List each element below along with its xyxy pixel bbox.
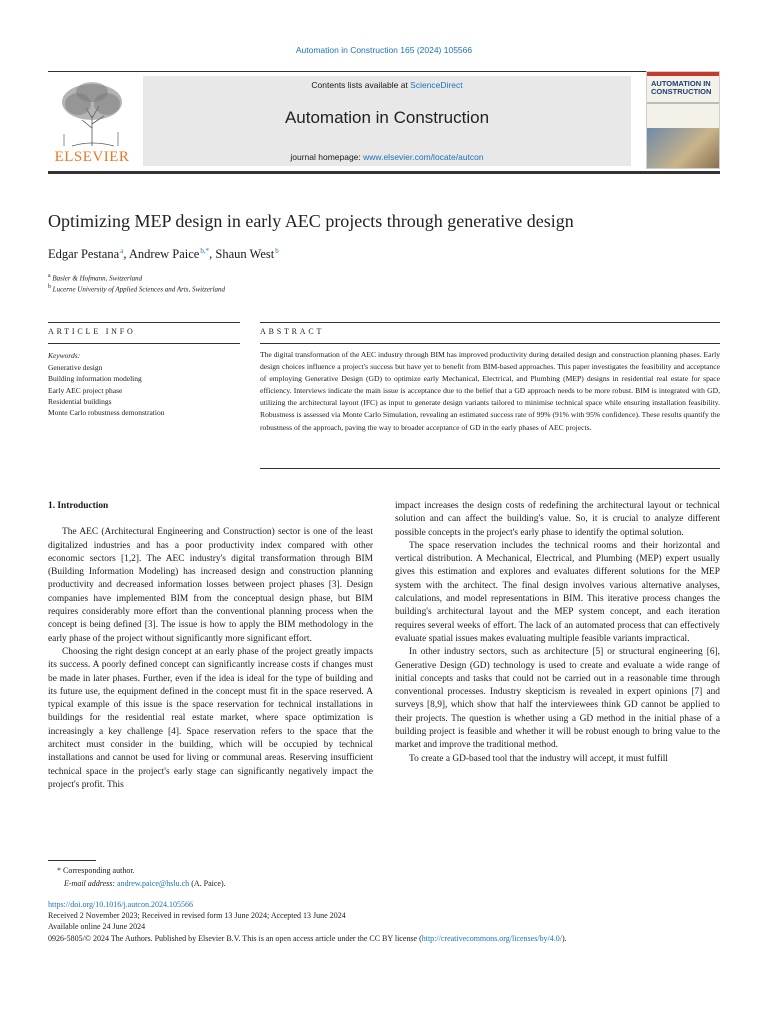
email-note — [64, 879, 226, 888]
elsevier-logo[interactable] — [48, 76, 136, 170]
keyword: Generative design — [48, 363, 103, 372]
cover-title-line2: CONSTRUCTION — [651, 87, 712, 96]
body-paragraph: To create a GD-based tool that the industry will accept, it must fulfill — [409, 753, 668, 764]
section-heading-introduction: 1. Introduction — [48, 501, 109, 511]
online-date: Available online 24 June 2024 — [48, 922, 146, 932]
affiliation-text: Basler & Hofmann, Switzerland — [52, 274, 143, 283]
affiliation — [48, 273, 142, 282]
affiliation-text: Lucerne University of Applied Sciences and Arts, Switzerland — [52, 285, 226, 294]
abstract-rule — [260, 343, 720, 344]
keywords-list — [48, 362, 164, 418]
article-info-rule — [48, 322, 240, 323]
author-name[interactable]: Andrew Paice — [128, 247, 200, 262]
abstract-text: The digital transformation of the AEC industry through BIM has improved productivity during detailed design and construction planning phases. Early design choices influence a project's success but have yet to benefit from BIM-based approaches. This paper investigates the feasibility and acceptance of employing Generative Design (GD) to optimize early Mechanical, Electrical, and Plumbing (MEP) designs in residential real estate for space efficiency. Interviews indicate the main issue is acceptance due to the belief that a GD approach needs to be more robust. BIM is integrated with GD, utilizing the architectural layout (IFC) as input to generate design variants tailored to minimise technical space while ensuring installation feasibility. Robustness is assessed via Monte Carlo Simulation, revealing an estimated success rate of 99% (91% with 95% confidence). These results quantify the robustness of the approach, paving the way to broader acceptance of GD in the early phases of AEC projects. — [260, 350, 720, 432]
license-suffix: ). — [562, 933, 567, 943]
article-info-heading: ARTICLE INFO — [48, 327, 136, 336]
keyword: Monte Carlo robustness demonstration — [48, 408, 165, 418]
email-suffix: (A. Paice). — [189, 879, 226, 888]
cover-accent-bar — [647, 72, 719, 76]
masthead-bottom-rule — [48, 171, 720, 174]
contents-prefix: Contents lists available at — [311, 80, 411, 90]
license-prefix: 0926-5805/© 2024 The Authors. Published by Elsevier B.V. This is an open access article under the CC BY license ( — [48, 933, 422, 943]
homepage-prefix: journal homepage: — [290, 152, 364, 162]
sciencedirect-link[interactable]: ScienceDirect — [410, 80, 463, 90]
doi-link[interactable]: https://doi.org/10.1016/j.autcon.2024.105566 — [48, 900, 193, 909]
body-paragraph: The AEC (Architectural Engineering and Construction) sector is one of the least digitalized industries and has a poor productivity index compared with other economic sectors [1,2]. The AEC industry's digital transformation through BIM (Building Information Modeling) has increased design and construction planning productivity and decreased information losses between project phases [3]. Design companies have implemented BIM from the conceptual design phase, but BIM requires considerably more effort than the conventional planning process when the concept is being defined [3]. The issue is how to apply the BIM methodology in the early phase of the project without significantly more significant effort. — [48, 527, 373, 644]
body-left-column — [48, 500, 373, 792]
journal-cover-thumbnail[interactable] — [646, 71, 720, 169]
body-right-column — [395, 500, 720, 766]
contents-line — [143, 80, 631, 90]
article-title: Optimizing MEP design in early AEC projects through generative design — [48, 211, 574, 231]
homepage-line — [143, 152, 631, 162]
elsevier-wordmark: ELSEVIER — [54, 149, 130, 165]
author-name[interactable]: Shaun West — [215, 247, 275, 262]
article-info-rule — [48, 343, 240, 344]
license-line — [48, 933, 567, 944]
license-link[interactable]: http://creativecommons.org/licenses/by/4.0/ — [421, 933, 563, 943]
keywords-label: Keywords: — [48, 351, 81, 360]
publication-info — [48, 899, 567, 944]
author-affiliation-marker[interactable]: b,* — [200, 247, 210, 255]
body-paragraph: In other industry sectors, such as architecture [5] or structural engineering [6], Generative Design (GD) technology is used to create and evaluate a wide range of initial concepts and tasks that could not be carried out in a reasonable time through conventional processes. Industry skepticism is revealed in expert opinions [7] and surveys [8,9], which show that half the interviewees think GD cannot be applied to their projects. The question is whether using a GD method in the initial phase of a building project is feasible and whether it will be robust enough to bring value to the market and improve the traditional method. — [395, 647, 720, 751]
author-affiliation-marker[interactable]: b — [275, 247, 279, 255]
abstract-heading: ABSTRACT — [260, 327, 325, 336]
author-name[interactable]: Edgar Pestana — [48, 247, 120, 262]
cover-title-line1: AUTOMATION IN — [651, 79, 711, 88]
author-affiliation-marker[interactable]: a — [120, 247, 124, 255]
cover-divider — [647, 102, 719, 104]
elsevier-tree-icon — [52, 78, 132, 148]
email-link[interactable]: andrew.paice@hslu.ch — [117, 879, 190, 888]
abstract-rule — [260, 322, 720, 323]
cover-image — [647, 128, 719, 168]
affiliation — [48, 284, 225, 293]
footnote-rule — [48, 860, 96, 861]
homepage-link[interactable]: www.elsevier.com/locate/autcon — [363, 152, 484, 162]
corresponding-author-note: * Corresponding author. — [57, 866, 135, 875]
keyword: Building information modeling — [48, 374, 142, 384]
abstract-bottom-rule — [260, 468, 720, 469]
masthead-top-rule — [48, 71, 720, 72]
keyword: Early AEC project phase — [48, 385, 123, 395]
received-dates: Received 2 November 2023; Received in revised form 13 June 2024; Accepted 13 June 2024 — [48, 911, 346, 921]
body-paragraph: Choosing the right design concept at an early phase of the project greatly impacts its success. A poorly defined concept can significantly increase costs if changes must be made in later phases. Further, even if the idea is ideal for the type of building and its future use, the equipment defined in the concept must fit in the space reserved. A typical example of this issue is the space reservation for technical installations in buildings for the residential real estate market, where space optimization is increasingly a key challenge [4]. Space reservation refers to the space that the architect must consider in the building, which will be occupied by technical installations and cannot be used for living or communal areas. Reserving insufficient technical space in the project's early stage can significantly negatively impact the project's profit. This — [48, 646, 373, 790]
body-paragraph: impact increases the design costs of redefining the architectural layout or technical solution and can affect the building's value. So, it is crucial to analyze different possible concepts in the project's early phase to identify the optimal solution. — [395, 501, 720, 538]
keyword: Residential buildings — [48, 396, 112, 406]
affiliation-marker: b — [48, 284, 51, 290]
affiliation-marker: a — [48, 273, 51, 279]
email-label: E-mail address: — [64, 879, 118, 888]
author-list: Edgar Pestana $^a$, Andrew Paice $^{b,*}$, Shaun West $^b$ — [48, 247, 279, 262]
journal-reference-link[interactable]: Automation in Construction 165 (2024) 105566 — [295, 45, 473, 55]
body-paragraph: The space reservation includes the technical rooms and their horizontal and vertical distribution. A Mechanical, Electrical, and Plumbing (MEP) expert usually gives this estimation and explores and evaluates different solutions for the MEP system with the architect. The final design involves various alternative analyses, calculations, and model representations in BIM. This iterative process changes the building's architectural layout and the MEP system concept, and each iteration requires several weeks of effort. The lack of an automated process that can effectively evaluate spatial issues makes evaluating multiple feasible variants impractical. — [395, 540, 720, 644]
journal-title: Automation in Construction — [284, 108, 490, 127]
